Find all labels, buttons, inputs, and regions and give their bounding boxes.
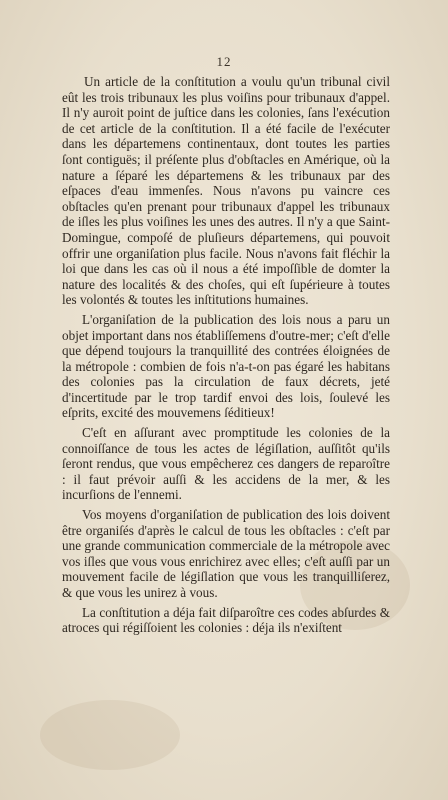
body-text: [62, 74, 390, 640]
paragraph: L'organiſation de la publication des lois nous a paru un objet important dans nos établiſſemens d'outre-mer; c'eſt d'elle que dépend toujours la tranquillité des contrées éloignées de la métropole : combien de fois n'a-t-on pas égaré les habitans des colonies pas la circulation de faux décrets, jeté d'incertitude par le trop tardif envoi des lois, ſoulevé les eſprits, excité des mouvemens ſéditieux!: [62, 311, 390, 421]
page-number: 12: [216, 54, 232, 69]
paragraph: C'eſt en aſſurant avec promptitude les colonies de la connoiſſance de tous les actes de légiſlation, auſſitôt qu'ils ſeront rendus, que vous empêcherez ces dangers de reparoître : il faut prévoir auſſi & les accidens de la mer, & les incurſions de l'ennemi.: [62, 425, 390, 503]
paragraph: Un article de la conſtitution a voulu qu'un tribunal civil eût les trois tribunaux les plus voiſins pour tribunaux d'appel. Il n'y auroit point de juſtice dans les colonies, ſans l'exécution de cet article de la conſtitution. Il a été facile de l'exécuter dans les départemens continentaux, dont toutes les parties ſont contiguës; il préſente plus d'obſtacles en Amérique, où la nature a ſéparé les départemens & les tribunaux par des eſpaces d'eau immenſes. Nous n'avons pu vaincre ces obſtacles qu'en prenant pour tribunaux d'appel les tribunaux de iſles les plus voiſines les unes des autres. Il n'y a que Saint-Domingue, compoſé de pluſieurs départemens, qui pouvoit offrir une organiſation plus facile. Nous n'avons fait fléchir la loi que dans les cas où il nous a été impoſſible de domter la nature des localités & des choſes, qui eſt ſupérieure à toutes les volontés & toutes les inſtitutions humaines.: [62, 74, 390, 308]
paper-stain: [40, 700, 180, 770]
paragraph: Vos moyens d'organiſation de publication des lois doivent être organiſés d'après le calcul de tous les obſtacles : c'eſt par une grande communication commerciale de la métropole avec vos iſles que vous vous enrichirez avec elles; c'eſt auſſi par un mouvement facile de légiſlation que vous les tranquilliſerez, & que vous les unirez à vous.: [62, 507, 390, 600]
paragraph: La conſtitution a déja fait diſparoître ces codes abſurdes & atroces qui régiſſoient les colonies : déja ils n'exiſtent: [62, 604, 390, 636]
